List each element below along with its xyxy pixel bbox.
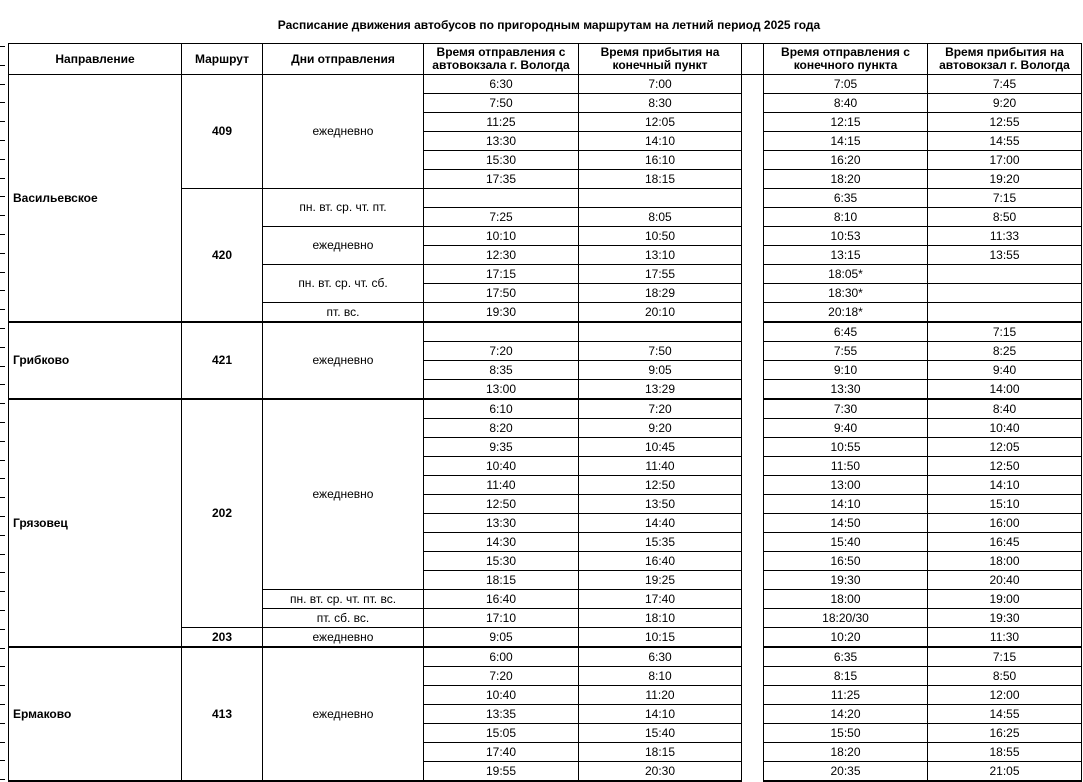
- column-gap: [742, 132, 764, 151]
- dep-terminal-cell: 6:45: [764, 322, 928, 342]
- column-gap: [742, 227, 764, 246]
- dep-terminal-cell: 11:25: [764, 686, 928, 705]
- margin-tick: [0, 760, 5, 761]
- column-gap: [742, 380, 764, 400]
- dep-vologda-cell: 10:10: [424, 227, 579, 246]
- header-row: [9, 44, 1082, 75]
- schedule-table: [8, 43, 1082, 782]
- arr-vologda-cell: 20:40: [928, 571, 1082, 590]
- dep-vologda-cell: [424, 189, 579, 208]
- days-cell: пт. сб. вс.: [263, 609, 424, 628]
- margin-tick: [0, 178, 5, 179]
- arr-terminal-cell: 7:50: [579, 342, 742, 361]
- arr-terminal-cell: 18:15: [579, 743, 742, 762]
- margin-tick: [0, 46, 5, 47]
- dep-vologda-cell: 17:50: [424, 284, 579, 303]
- margin-tick: [0, 215, 5, 216]
- arr-vologda-cell: 12:50: [928, 457, 1082, 476]
- dep-terminal-cell: 8:10: [764, 208, 928, 227]
- arr-vologda-cell: 8:40: [928, 399, 1082, 419]
- dep-terminal-cell: 9:10: [764, 361, 928, 380]
- margin-tick: [0, 723, 5, 724]
- arr-terminal-cell: 18:10: [579, 609, 742, 628]
- margin-tick: [0, 554, 5, 555]
- dep-terminal-cell: 7:05: [764, 75, 928, 94]
- column-gap: [742, 189, 764, 208]
- arr-vologda-cell: [928, 265, 1082, 284]
- column-gap: [742, 94, 764, 113]
- dep-vologda-cell: 14:30: [424, 533, 579, 552]
- column-gap: [742, 628, 764, 648]
- days-cell: пн. вт. ср. чт. пт.: [263, 189, 424, 227]
- margin-ruler: [0, 40, 6, 772]
- header-arr-terminal: Время прибытия на конечный пункт: [579, 44, 742, 75]
- arr-vologda-cell: 13:55: [928, 246, 1082, 265]
- arr-terminal-cell: 7:20: [579, 399, 742, 419]
- arr-vologda-cell: 21:05: [928, 762, 1082, 782]
- arr-terminal-cell: 14:10: [579, 705, 742, 724]
- arr-vologda-cell: 9:40: [928, 361, 1082, 380]
- column-gap: [742, 686, 764, 705]
- arr-vologda-cell: 7:15: [928, 647, 1082, 667]
- dep-terminal-cell: 10:53: [764, 227, 928, 246]
- dep-terminal-cell: 6:35: [764, 189, 928, 208]
- schedule-body: [9, 75, 1082, 782]
- dep-terminal-cell: 16:20: [764, 151, 928, 170]
- margin-tick: [0, 422, 5, 423]
- margin-tick: [0, 140, 5, 141]
- days-cell: пн. вт. ср. чт. сб.: [263, 265, 424, 303]
- margin-tick: [0, 290, 5, 291]
- margin-tick: [0, 629, 5, 630]
- dep-vologda-cell: 17:15: [424, 265, 579, 284]
- arr-vologda-cell: 18:55: [928, 743, 1082, 762]
- arr-terminal-cell: 18:29: [579, 284, 742, 303]
- margin-tick: [0, 591, 5, 592]
- arr-vologda-cell: 14:55: [928, 705, 1082, 724]
- arr-terminal-cell: 14:10: [579, 132, 742, 151]
- arr-terminal-cell: 20:10: [579, 303, 742, 323]
- margin-tick: [0, 497, 5, 498]
- arr-vologda-cell: 10:40: [928, 419, 1082, 438]
- margin-tick: [0, 403, 5, 404]
- margin-tick: [0, 102, 5, 103]
- arr-terminal-cell: 12:50: [579, 476, 742, 495]
- arr-terminal-cell: 18:15: [579, 170, 742, 189]
- column-gap: [742, 246, 764, 265]
- arr-vologda-cell: 19:30: [928, 609, 1082, 628]
- header-dep-vologda: Время отправления с автовокзала г. Вологда: [424, 44, 579, 75]
- dep-vologda-cell: [424, 322, 579, 342]
- dep-vologda-cell: 9:35: [424, 438, 579, 457]
- arr-terminal-cell: 12:05: [579, 113, 742, 132]
- arr-vologda-cell: 19:20: [928, 170, 1082, 189]
- margin-tick: [0, 478, 5, 479]
- column-gap: [742, 571, 764, 590]
- table-row: [9, 322, 1082, 342]
- column-gap: [742, 208, 764, 227]
- column-gap: [742, 361, 764, 380]
- arr-vologda-cell: [928, 303, 1082, 323]
- dep-vologda-cell: 9:05: [424, 628, 579, 648]
- column-gap: [742, 75, 764, 94]
- dep-vologda-cell: 10:40: [424, 457, 579, 476]
- dep-vologda-cell: 18:15: [424, 571, 579, 590]
- route-number-cell: 202: [182, 399, 263, 628]
- dep-terminal-cell: 12:15: [764, 113, 928, 132]
- margin-tick: [0, 666, 5, 667]
- route-number-cell: 421: [182, 322, 263, 399]
- margin-tick: [0, 347, 5, 348]
- route-number-cell: 413: [182, 647, 263, 781]
- arr-terminal-cell: 6:30: [579, 647, 742, 667]
- margin-tick: [0, 516, 5, 517]
- dep-terminal-cell: 8:40: [764, 94, 928, 113]
- dep-terminal-cell: 13:30: [764, 380, 928, 400]
- table-row: [9, 399, 1082, 419]
- column-gap: [742, 533, 764, 552]
- dep-terminal-cell: 19:30: [764, 571, 928, 590]
- column-gap: [742, 495, 764, 514]
- margin-tick: [0, 460, 5, 461]
- arr-terminal-cell: 15:35: [579, 533, 742, 552]
- arr-terminal-cell: 9:05: [579, 361, 742, 380]
- margin-tick: [0, 309, 5, 310]
- arr-vologda-cell: 11:33: [928, 227, 1082, 246]
- column-gap: [742, 724, 764, 743]
- dep-terminal-cell: 20:18*: [764, 303, 928, 323]
- margin-tick: [0, 441, 5, 442]
- dep-terminal-cell: 13:15: [764, 246, 928, 265]
- dep-terminal-cell: 7:55: [764, 342, 928, 361]
- dep-terminal-cell: 18:00: [764, 590, 928, 609]
- arr-terminal-cell: 13:50: [579, 495, 742, 514]
- arr-terminal-cell: 8:30: [579, 94, 742, 113]
- dep-vologda-cell: 15:05: [424, 724, 579, 743]
- margin-tick: [0, 610, 5, 611]
- dep-vologda-cell: 6:00: [424, 647, 579, 667]
- dep-terminal-cell: 14:15: [764, 132, 928, 151]
- dep-vologda-cell: 15:30: [424, 151, 579, 170]
- column-gap: [742, 151, 764, 170]
- arr-vologda-cell: 17:00: [928, 151, 1082, 170]
- dep-vologda-cell: 7:20: [424, 667, 579, 686]
- column-gap: [742, 399, 764, 419]
- margin-tick: [0, 272, 5, 273]
- arr-vologda-cell: 8:50: [928, 667, 1082, 686]
- column-gap: [742, 457, 764, 476]
- dep-vologda-cell: 17:35: [424, 170, 579, 189]
- dep-vologda-cell: 7:20: [424, 342, 579, 361]
- arr-terminal-cell: 10:50: [579, 227, 742, 246]
- dep-vologda-cell: 8:35: [424, 361, 579, 380]
- arr-vologda-cell: 7:15: [928, 189, 1082, 208]
- column-gap: [742, 113, 764, 132]
- arr-terminal-cell: [579, 189, 742, 208]
- column-gap: [742, 609, 764, 628]
- dep-vologda-cell: 19:55: [424, 762, 579, 782]
- arr-vologda-cell: 14:00: [928, 380, 1082, 400]
- column-gap: [742, 322, 764, 342]
- column-gap: [742, 705, 764, 724]
- arr-terminal-cell: 10:45: [579, 438, 742, 457]
- column-gap: [742, 342, 764, 361]
- dep-terminal-cell: 14:50: [764, 514, 928, 533]
- arr-terminal-cell: 20:30: [579, 762, 742, 782]
- arr-terminal-cell: 16:10: [579, 151, 742, 170]
- dep-vologda-cell: 11:40: [424, 476, 579, 495]
- dep-terminal-cell: 6:35: [764, 647, 928, 667]
- arr-terminal-cell: 11:20: [579, 686, 742, 705]
- dep-terminal-cell: 15:40: [764, 533, 928, 552]
- dep-vologda-cell: 7:50: [424, 94, 579, 113]
- margin-tick: [0, 234, 5, 235]
- table-row: [9, 647, 1082, 667]
- column-gap: [742, 170, 764, 189]
- dep-vologda-cell: 13:30: [424, 514, 579, 533]
- dep-vologda-cell: 12:50: [424, 495, 579, 514]
- dep-terminal-cell: 18:20: [764, 170, 928, 189]
- arr-terminal-cell: 16:40: [579, 552, 742, 571]
- column-gap: [742, 590, 764, 609]
- margin-tick: [0, 159, 5, 160]
- arr-vologda-cell: 18:00: [928, 552, 1082, 571]
- arr-vologda-cell: 7:45: [928, 75, 1082, 94]
- arr-vologda-cell: [928, 284, 1082, 303]
- dep-terminal-cell: 16:50: [764, 552, 928, 571]
- direction-cell: Ермаково: [9, 647, 182, 781]
- column-gap: [742, 743, 764, 762]
- days-cell: ежедневно: [263, 322, 424, 399]
- arr-vologda-cell: 16:25: [928, 724, 1082, 743]
- arr-vologda-cell: 16:00: [928, 514, 1082, 533]
- dep-terminal-cell: 11:50: [764, 457, 928, 476]
- direction-cell: Васильевское: [9, 75, 182, 323]
- days-cell: ежедневно: [263, 227, 424, 265]
- margin-tick: [0, 196, 5, 197]
- margin-tick: [0, 328, 5, 329]
- arr-vologda-cell: 19:00: [928, 590, 1082, 609]
- dep-terminal-cell: 15:50: [764, 724, 928, 743]
- arr-vologda-cell: 12:55: [928, 113, 1082, 132]
- dep-vologda-cell: 8:20: [424, 419, 579, 438]
- header-arr-vologda: Время прибытия на автовокзал г. Вологда: [928, 44, 1082, 75]
- header-dep-terminal: Время отправления с конечного пункта: [764, 44, 928, 75]
- arr-vologda-cell: 16:45: [928, 533, 1082, 552]
- days-cell: ежедневно: [263, 75, 424, 189]
- arr-vologda-cell: 9:20: [928, 94, 1082, 113]
- margin-tick: [0, 121, 5, 122]
- dep-terminal-cell: 8:15: [764, 667, 928, 686]
- column-gap: [742, 667, 764, 686]
- margin-tick: [0, 704, 5, 705]
- margin-tick: [0, 535, 5, 536]
- arr-terminal-cell: 15:40: [579, 724, 742, 743]
- dep-vologda-cell: 13:30: [424, 132, 579, 151]
- margin-tick: [0, 65, 5, 66]
- arr-terminal-cell: [579, 322, 742, 342]
- arr-terminal-cell: 9:20: [579, 419, 742, 438]
- margin-tick: [0, 384, 5, 385]
- days-cell: ежедневно: [263, 399, 424, 590]
- route-number-cell: 420: [182, 189, 263, 323]
- dep-vologda-cell: 11:25: [424, 113, 579, 132]
- dep-terminal-cell: 9:40: [764, 419, 928, 438]
- dep-terminal-cell: 18:05*: [764, 265, 928, 284]
- column-gap: [742, 438, 764, 457]
- header-gap: [742, 44, 764, 75]
- dep-terminal-cell: 10:55: [764, 438, 928, 457]
- margin-tick: [0, 742, 5, 743]
- column-gap: [742, 514, 764, 533]
- days-cell: ежедневно: [263, 628, 424, 648]
- dep-terminal-cell: 10:20: [764, 628, 928, 648]
- dep-vologda-cell: 6:10: [424, 399, 579, 419]
- dep-terminal-cell: 20:35: [764, 762, 928, 782]
- direction-cell: Грязовец: [9, 399, 182, 647]
- arr-terminal-cell: 13:29: [579, 380, 742, 400]
- arr-terminal-cell: 8:05: [579, 208, 742, 227]
- dep-terminal-cell: 7:30: [764, 399, 928, 419]
- margin-tick: [0, 253, 5, 254]
- table-row: [9, 75, 1082, 94]
- header-days: Дни отправления: [263, 44, 424, 75]
- arr-vologda-cell: 11:30: [928, 628, 1082, 648]
- arr-terminal-cell: 17:40: [579, 590, 742, 609]
- margin-tick: [0, 572, 5, 573]
- dep-terminal-cell: 18:20: [764, 743, 928, 762]
- column-gap: [742, 419, 764, 438]
- arr-terminal-cell: 10:15: [579, 628, 742, 648]
- arr-terminal-cell: 7:00: [579, 75, 742, 94]
- route-number-cell: 203: [182, 628, 263, 648]
- arr-vologda-cell: 7:15: [928, 322, 1082, 342]
- direction-cell: Грибково: [9, 322, 182, 399]
- column-gap: [742, 552, 764, 571]
- dep-terminal-cell: 18:30*: [764, 284, 928, 303]
- column-gap: [742, 265, 764, 284]
- page-title: Расписание движения автобусов по пригородным маршрутам на летний период 2025 года: [277, 18, 821, 32]
- dep-vologda-cell: 13:00: [424, 380, 579, 400]
- route-number-cell: 409: [182, 75, 263, 189]
- arr-vologda-cell: 14:10: [928, 476, 1082, 495]
- column-gap: [742, 476, 764, 495]
- margin-tick: [0, 366, 5, 367]
- arr-vologda-cell: 8:50: [928, 208, 1082, 227]
- days-cell: ежедневно: [263, 647, 424, 781]
- dep-vologda-cell: 7:25: [424, 208, 579, 227]
- arr-terminal-cell: 8:10: [579, 667, 742, 686]
- arr-vologda-cell: 14:55: [928, 132, 1082, 151]
- arr-vologda-cell: 12:05: [928, 438, 1082, 457]
- dep-vologda-cell: 6:30: [424, 75, 579, 94]
- dep-vologda-cell: 19:30: [424, 303, 579, 323]
- arr-vologda-cell: 12:00: [928, 686, 1082, 705]
- dep-vologda-cell: 16:40: [424, 590, 579, 609]
- margin-tick: [0, 648, 5, 649]
- arr-vologda-cell: 8:25: [928, 342, 1082, 361]
- dep-terminal-cell: 14:10: [764, 495, 928, 514]
- dep-vologda-cell: 13:35: [424, 705, 579, 724]
- arr-terminal-cell: 17:55: [579, 265, 742, 284]
- arr-terminal-cell: 19:25: [579, 571, 742, 590]
- header-direction: Направление: [9, 44, 182, 75]
- column-gap: [742, 284, 764, 303]
- days-cell: пт. вс.: [263, 303, 424, 323]
- arr-terminal-cell: 11:40: [579, 457, 742, 476]
- column-gap: [742, 762, 764, 782]
- dep-vologda-cell: 17:10: [424, 609, 579, 628]
- dep-vologda-cell: 10:40: [424, 686, 579, 705]
- dep-terminal-cell: 13:00: [764, 476, 928, 495]
- margin-tick: [0, 84, 5, 85]
- dep-vologda-cell: 12:30: [424, 246, 579, 265]
- column-gap: [742, 647, 764, 667]
- dep-vologda-cell: 17:40: [424, 743, 579, 762]
- header-route: Маршрут: [182, 44, 263, 75]
- days-cell: пн. вт. ср. чт. пт. вс.: [263, 590, 424, 609]
- dep-terminal-cell: 18:20/30: [764, 609, 928, 628]
- margin-tick: [0, 685, 5, 686]
- margin-tick: [0, 779, 5, 780]
- arr-terminal-cell: 13:10: [579, 246, 742, 265]
- dep-terminal-cell: 14:20: [764, 705, 928, 724]
- column-gap: [742, 303, 764, 323]
- arr-terminal-cell: 14:40: [579, 514, 742, 533]
- dep-vologda-cell: 15:30: [424, 552, 579, 571]
- arr-vologda-cell: 15:10: [928, 495, 1082, 514]
